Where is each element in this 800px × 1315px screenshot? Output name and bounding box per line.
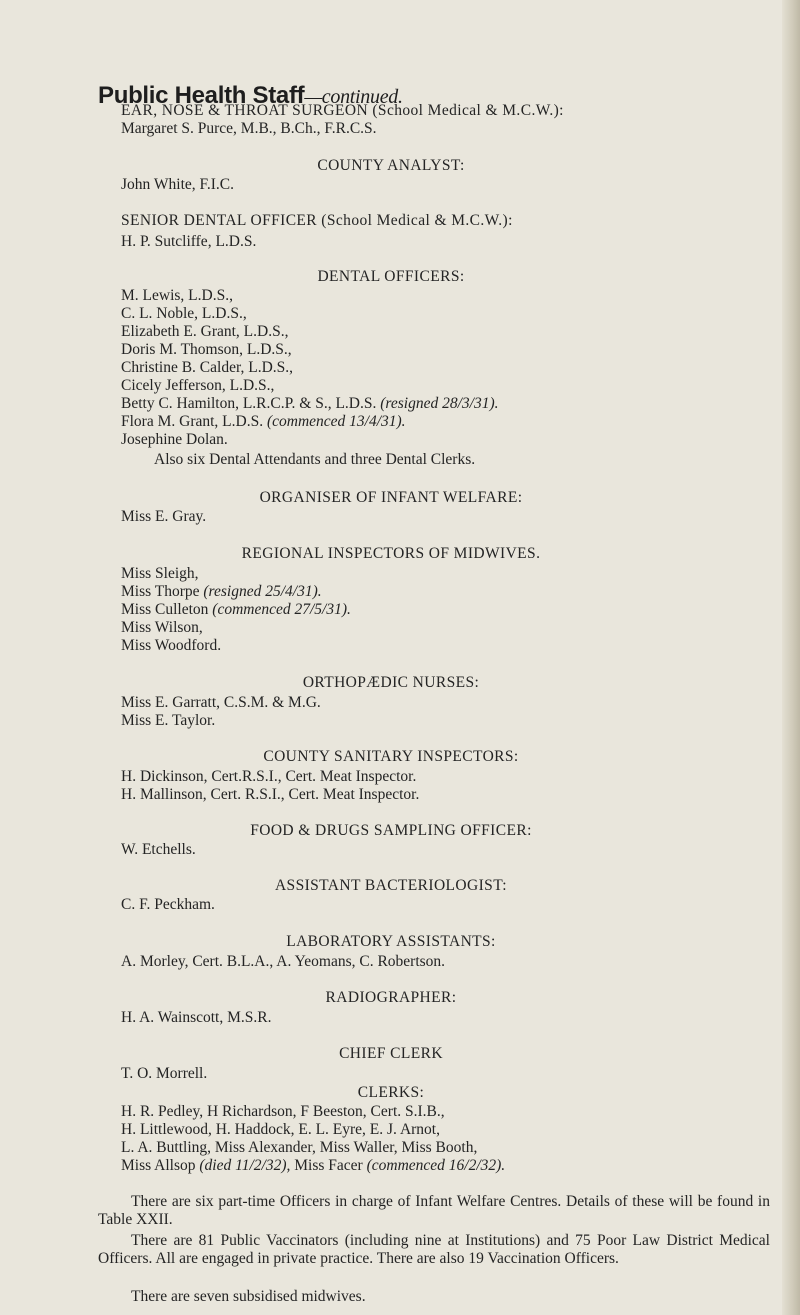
lab-names: A. Morley, Cert. B.L.A., A. Yeomans, C. Robertson.: [121, 953, 446, 970]
senior-dental-heading: SENIOR DENTAL OFFICER (School Medical & M.C.W.):: [121, 212, 513, 229]
lab-heading: LABORATORY ASSISTANTS:: [286, 933, 496, 950]
midwife-inspector: Miss Wilson,: [121, 619, 203, 636]
dental-heading: DENTAL OFFICERS:: [317, 268, 465, 285]
ent-heading: EAR, NOSE & THROAT SURGEON (School Medical & M.C.W.):: [121, 102, 564, 119]
chief-clerk-heading: CHIEF CLERK: [339, 1045, 443, 1062]
dental-officer: Josephine Dolan.: [121, 431, 228, 448]
paragraph-midwives: There are seven subsidised midwives.: [131, 1288, 366, 1305]
midwife-inspector: Miss Culleton (commenced 27/5/31).: [121, 601, 351, 618]
page-edge: [782, 0, 800, 1315]
clerks-line: H. Littlewood, H. Haddock, E. L. Eyre, E. J. Arnot,: [121, 1121, 440, 1138]
senior-dental-name: H. P. Sutcliffe, L.D.S.: [121, 233, 257, 250]
midwife-inspector: Miss Sleigh,: [121, 565, 199, 582]
sanitary-inspector: H. Dickinson, Cert.R.S.I., Cert. Meat Inspector.: [121, 768, 417, 785]
midwife-note: (commenced 27/5/31).: [212, 601, 351, 618]
ortho-nurse: Miss E. Garratt, C.S.M. & M.G.: [121, 694, 321, 711]
chief-clerk-name: T. O. Morrell.: [121, 1065, 208, 1082]
dental-officer: Christine B. Calder, L.D.S.,: [121, 359, 294, 376]
dental-officer: Cicely Jefferson, L.D.S.,: [121, 377, 275, 394]
infant-name: Miss E. Gray.: [121, 508, 207, 525]
analyst-heading: COUNTY ANALYST:: [317, 157, 465, 174]
radio-heading: RADIOGRAPHER:: [325, 989, 457, 1006]
midwife-inspector: Miss Woodford.: [121, 637, 222, 654]
sanitary-heading: COUNTY SANITARY INSPECTORS:: [263, 748, 519, 765]
ortho-nurse: Miss E. Taylor.: [121, 712, 216, 729]
dental-officer: Doris M. Thomson, L.D.S.,: [121, 341, 292, 358]
paragraph-vaccinators: There are 81 Public Vaccinators (including nine at Institutions) and 75 Poor Law District Medical Officers. All are engaged in private practice. There are also 19 Vaccination Officers.: [98, 1232, 770, 1267]
clerks-heading: CLERKS:: [357, 1084, 425, 1101]
dental-attendants-note: Also six Dental Attendants and three Dental Clerks.: [154, 451, 476, 468]
midwife-inspector: Miss Thorpe (resigned 25/4/31).: [121, 583, 322, 600]
bact-heading: ASSISTANT BACTERIOLOGIST:: [274, 877, 508, 894]
sanitary-inspector: H. Mallinson, Cert. R.S.I., Cert. Meat Inspector.: [121, 786, 420, 803]
radio-name: H. A. Wainscott, M.S.R.: [121, 1009, 272, 1026]
continued-label: —continued.: [304, 86, 403, 108]
infant-heading: ORGANISER OF INFANT WELFARE:: [259, 489, 523, 506]
dental-officer: Elizabeth E. Grant, L.D.S.,: [121, 323, 289, 340]
bact-name: C. F. Peckham.: [121, 896, 215, 913]
food-heading: FOOD & DRUGS SAMPLING OFFICER:: [250, 822, 532, 839]
dental-note: (commenced 13/4/31).: [266, 413, 406, 430]
paragraph-infant-welfare: There are six part-time Officers in charge of Infant Welfare Centres. Details of these will be found in Table XXII.: [98, 1193, 770, 1228]
dental-note: (resigned 28/3/31).: [380, 395, 499, 412]
ortho-heading: ORTHOPÆDIC NURSES:: [302, 674, 480, 691]
food-officer: W. Etchells.: [121, 841, 196, 858]
analyst-name: John White, F.I.C.: [121, 176, 235, 193]
page-title: Public Health Staff—continued.: [98, 82, 403, 109]
dental-officer: Betty C. Hamilton, L.R.C.P. & S., L.D.S. (resigned 28/3/31).: [121, 395, 499, 412]
midwives-heading: REGIONAL INSPECTORS OF MIDWIVES.: [241, 545, 541, 562]
dental-officer: Flora M. Grant, L.D.S. (commenced 13/4/31).: [121, 413, 406, 430]
midwife-note: (resigned 25/4/31).: [203, 583, 322, 600]
dental-officer: M. Lewis, L.D.S.,: [121, 287, 233, 304]
ent-name: Margaret S. Purce, M.B., B.Ch., F.R.C.S.: [121, 120, 377, 137]
clerks-line: L. A. Buttling, Miss Alexander, Miss Waller, Miss Booth,: [121, 1139, 478, 1156]
dental-officer: C. L. Noble, L.D.S.,: [121, 305, 247, 322]
clerks-line: H. R. Pedley, H Richardson, F Beeston, Cert. S.I.B.,: [121, 1103, 445, 1120]
clerks-line: Miss Allsop (died 11/2/32), Miss Facer (commenced 16/2/32).: [121, 1157, 506, 1174]
